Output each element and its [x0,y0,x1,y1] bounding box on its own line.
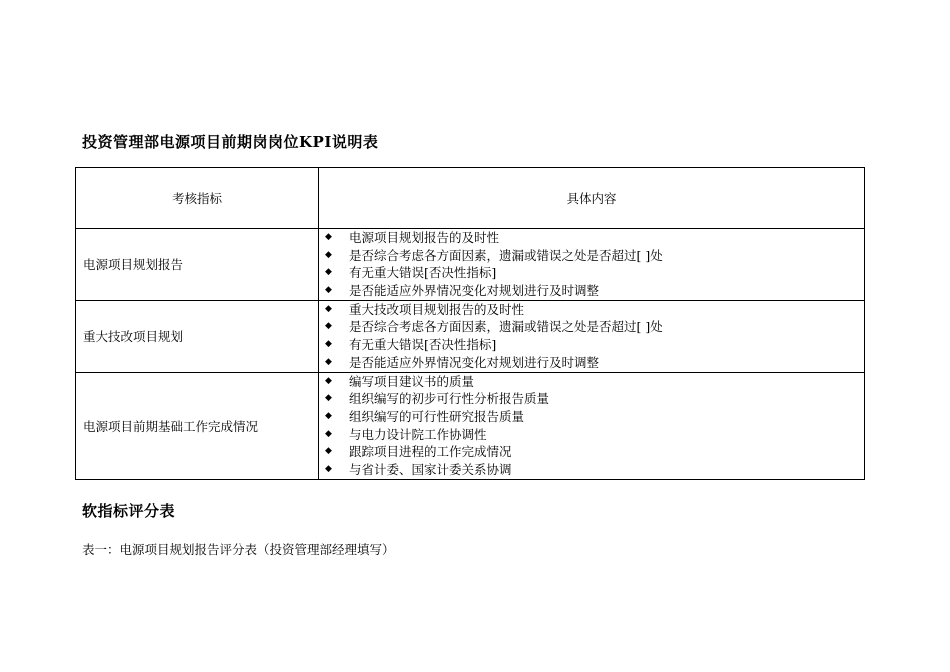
list-item-text: 与电力设计院工作协调性 [349,426,487,442]
list-item [319,408,864,426]
table-row [76,229,865,301]
kpi-table [75,167,865,480]
content-cell [319,372,865,479]
list-item-text: 是否能适应外界情况变化对规划进行及时调整 [349,354,600,370]
list-item [319,336,864,354]
diamond-bullet-icon: ◆ [325,285,332,296]
diamond-bullet-icon: ◆ [325,232,332,242]
diamond-bullet-icon: ◆ [325,321,332,332]
list-item-text: 是否综合考虑各方面因素，遗漏或错误之处是否超过[ ]处 [349,247,663,263]
content-cell [319,300,865,372]
diamond-bullet-icon: ◆ [325,446,332,457]
diamond-bullet-icon: ◆ [325,428,332,439]
list-item [319,229,864,247]
content-list [319,373,864,479]
list-item [319,390,864,408]
diamond-bullet-icon: ◆ [325,356,332,367]
diamond-bullet-icon: ◆ [325,339,332,350]
list-item-text: 电源项目规划报告的及时性 [349,230,500,245]
diamond-bullet-icon: ◆ [325,303,332,314]
diamond-bullet-icon: ◆ [325,393,332,404]
list-item [319,354,864,372]
list-item-text: 是否能适应外界情况变化对规划进行及时调整 [349,283,600,299]
list-item [319,282,864,300]
list-item [319,461,864,479]
diamond-bullet-icon: ◆ [325,410,332,421]
diamond-bullet-icon: ◆ [325,267,332,278]
indicator-cell: 电源项目规划报告 [76,229,319,301]
list-item-text: 组织编写的初步可行性分析报告质量 [349,391,550,407]
header-indicator: 考核指标 [76,168,319,229]
header-content: 具体内容 [319,168,865,229]
list-item [319,264,864,282]
list-item [319,373,864,391]
list-item-text: 跟踪项目进程的工作完成情况 [349,444,512,460]
list-item-text: 有无重大错误[否决性指标] [349,337,497,353]
table-row [76,372,865,479]
diamond-bullet-icon: ◆ [325,463,332,474]
list-item-text: 组织编写的可行性研究报告质量 [349,408,525,424]
list-item-text: 编写项目建议书的质量 [349,373,475,389]
content-list [319,229,864,300]
list-item [319,443,864,461]
table-header-row [76,168,865,229]
list-item [319,301,864,319]
list-item-text: 与省计委、国家计委关系协调 [349,461,512,477]
indicator-cell: 重大技改项目规划 [76,300,319,372]
content-list [319,301,864,372]
list-item [319,426,864,444]
content-cell [319,229,865,301]
list-item-text: 有无重大错误[否决性指标] [349,265,497,281]
list-item-text: 是否综合考虑各方面因素，遗漏或错误之处是否超过[ ]处 [349,319,663,335]
diamond-bullet-icon: ◆ [325,375,332,386]
indicator-cell: 电源项目前期基础工作完成情况 [76,372,319,479]
table-row [76,300,865,372]
list-item-text: 重大技改项目规划报告的及时性 [349,301,525,317]
diamond-bullet-icon: ◆ [325,249,332,260]
list-item [319,247,864,265]
table-caption: 表一：电源项目规划报告评分表（投资管理部经理填写） [82,542,395,557]
list-item [319,318,864,336]
document-title: 投资管理部电源项目前期岗岗位KPI说明表 [82,133,379,151]
section-heading: 软指标评分表 [82,502,176,520]
